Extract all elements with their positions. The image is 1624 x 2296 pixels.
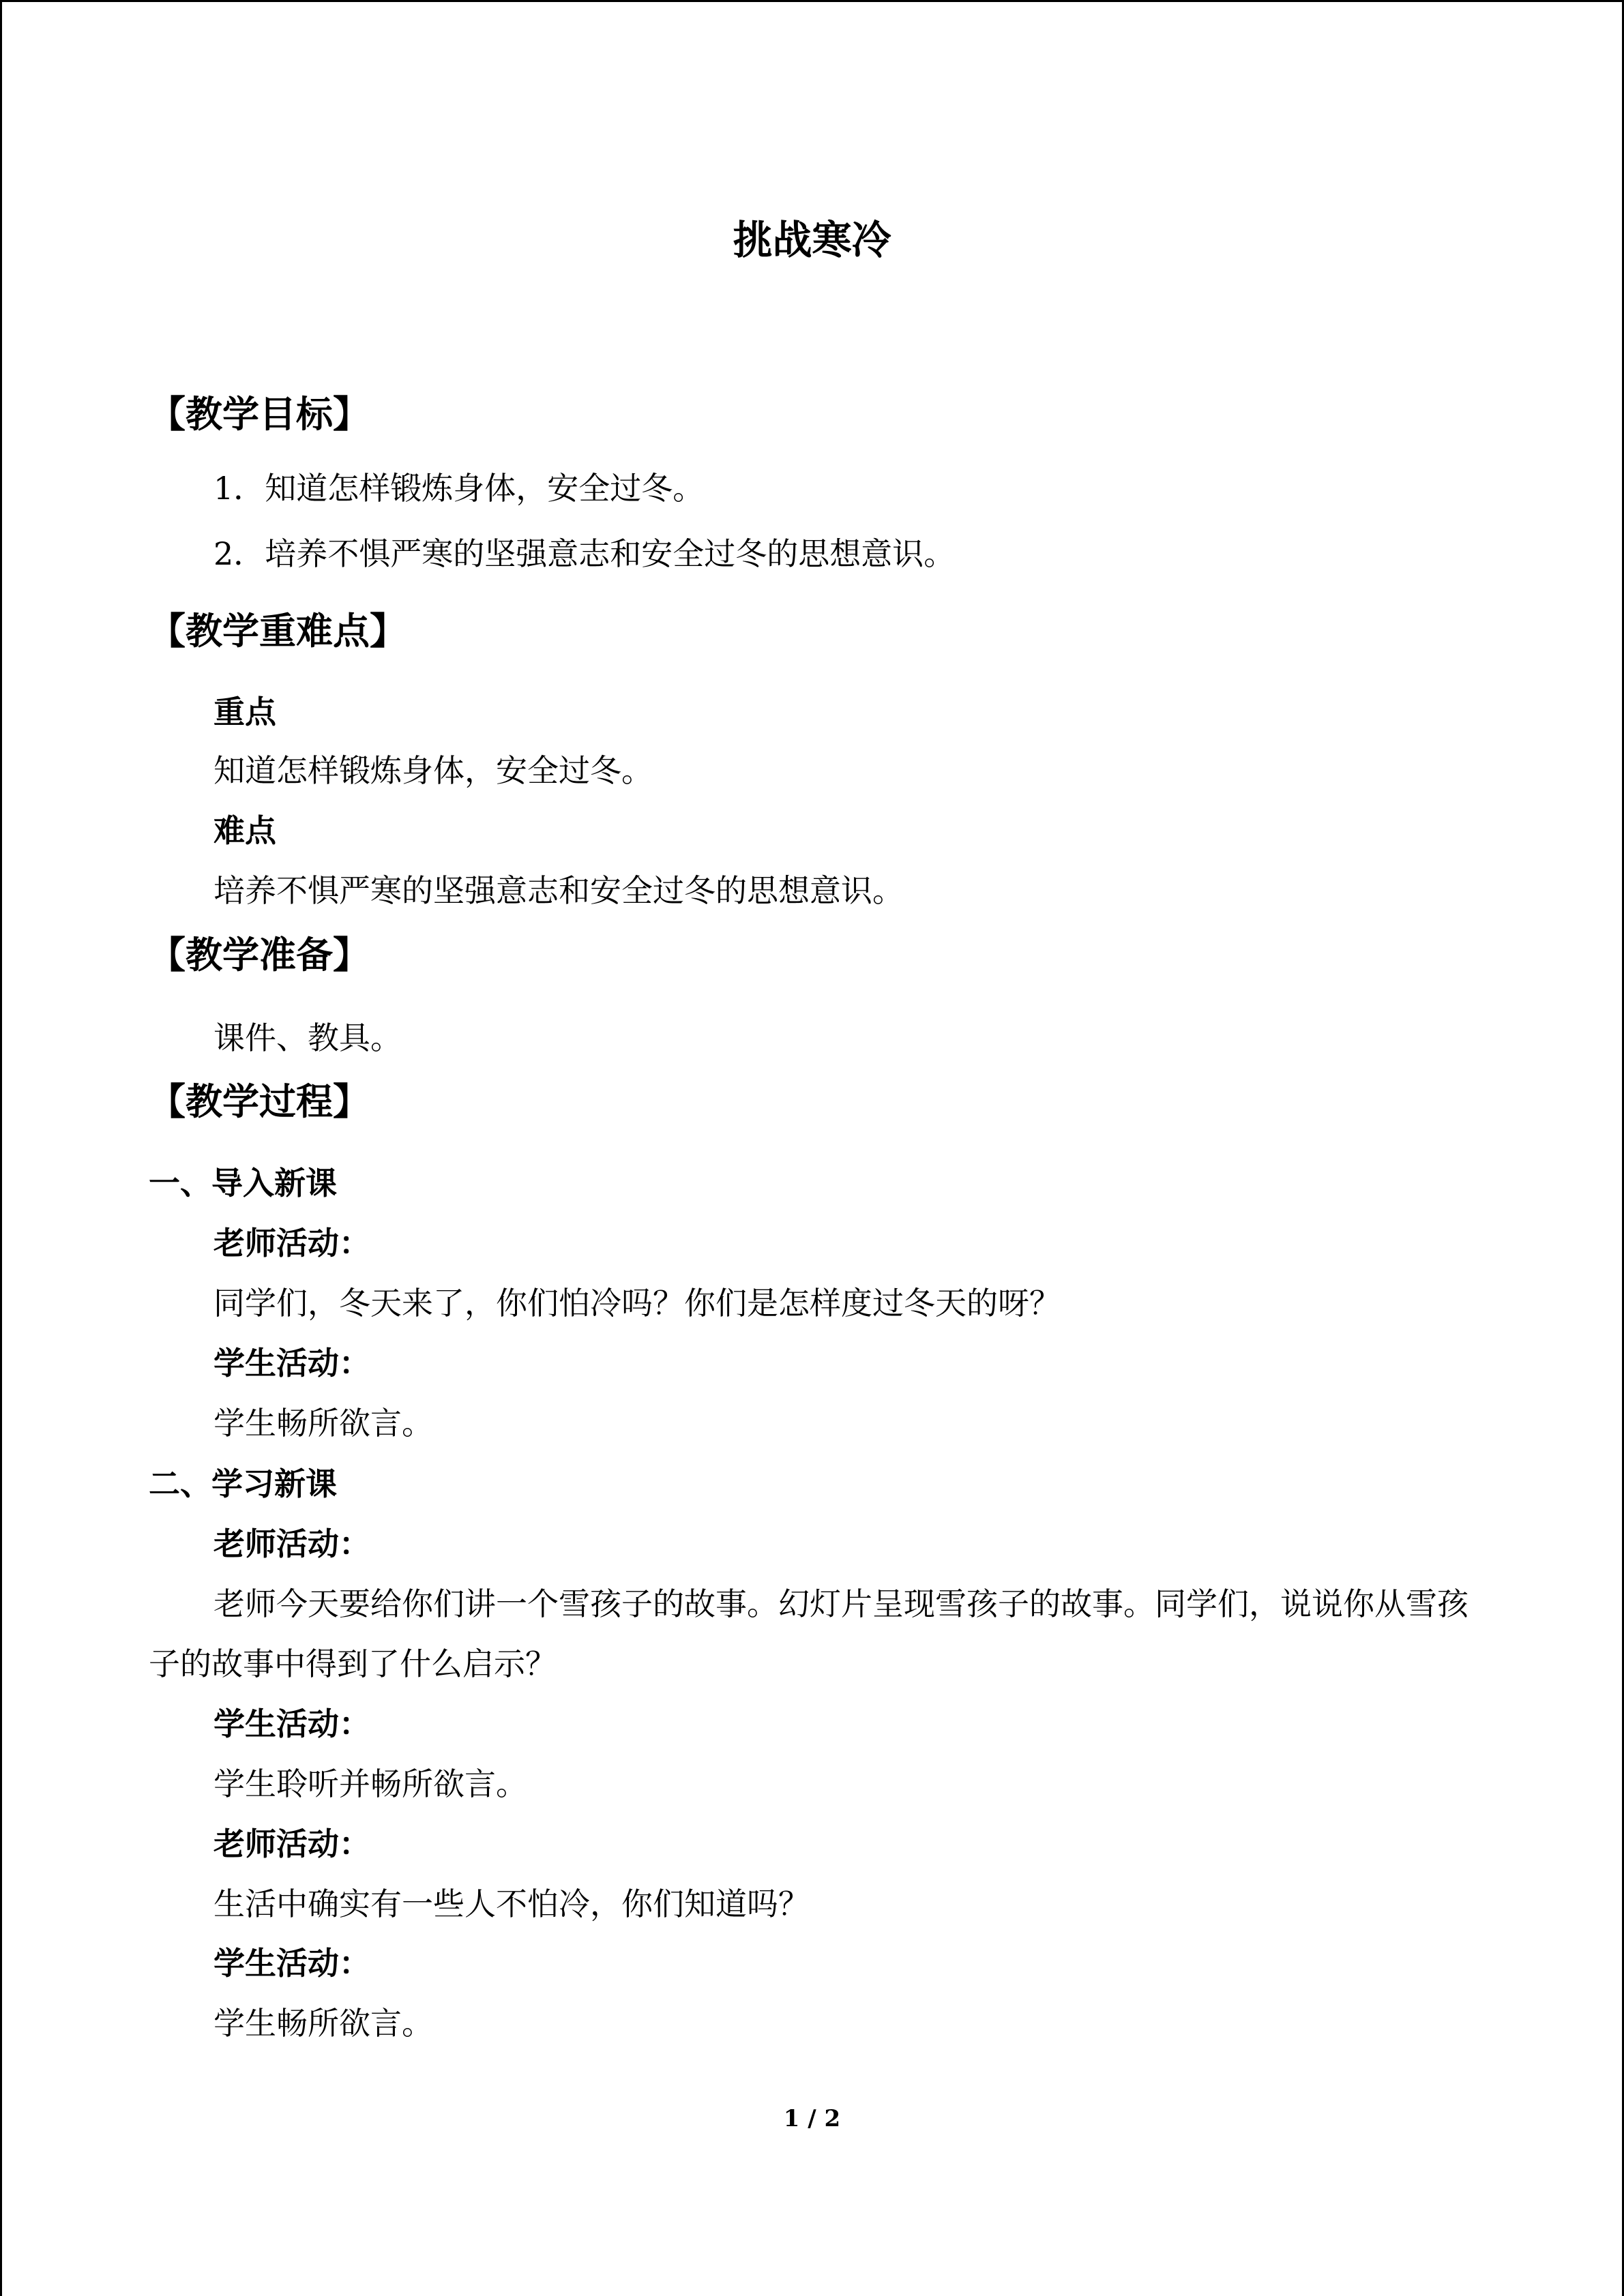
document-title: 挑战寒冷 — [733, 217, 891, 263]
heading-objectives: 【教学目标】 — [149, 392, 370, 436]
difficulty-label: 难点 — [213, 812, 276, 849]
part2-teacher-label-1: 老师活动： — [213, 1525, 370, 1562]
part2-teacher-text-1: 老师今天要给你们讲一个雪孩子的故事。幻灯片呈现雪孩子的故事。同学们，说说你从雪孩子的故事中得到了什么启示？ — [149, 1585, 1468, 1682]
part1-teacher-label: 老师活动： — [213, 1225, 370, 1262]
heading-key-points: 【教学重难点】 — [149, 609, 407, 653]
objective-item-1: 1．知道怎样锻炼身体，安全过冬。 — [213, 470, 705, 507]
part2-student-text-1: 学生聆听并畅所欲言。 — [213, 1765, 527, 1802]
part1-student-text: 学生畅所欲言。 — [213, 1405, 433, 1442]
part2-student-label-1: 学生活动： — [213, 1705, 370, 1742]
heading-preparation: 【教学准备】 — [149, 933, 370, 976]
part2-student-text-2: 学生畅所欲言。 — [213, 2005, 433, 2042]
part1-title: 一、导入新课 — [149, 1165, 337, 1202]
key-point-text: 知道怎样锻炼身体，安全过冬。 — [213, 752, 653, 789]
part2-teacher-text-2: 生活中确实有一些人不怕冷，你们知道吗？ — [213, 1885, 810, 1922]
page-number: 1 / 2 — [783, 2105, 841, 2132]
part1-teacher-text: 同学们，冬天来了，你们怕冷吗？你们是怎样度过冬天的呀？ — [213, 1285, 1061, 1322]
objective-item-2: 2．培养不惧严寒的坚强意志和安全过冬的思想意识。 — [213, 535, 956, 572]
part2-student-label-2: 学生活动： — [213, 1945, 370, 1982]
part2-teacher-label-2: 老师活动： — [213, 1825, 370, 1862]
difficulty-text: 培养不惧严寒的坚强意志和安全过冬的思想意识。 — [213, 872, 904, 909]
preparation-text: 课件、教具。 — [213, 1019, 402, 1056]
key-point-label: 重点 — [213, 694, 276, 730]
part2-title: 二、学习新课 — [149, 1465, 337, 1502]
heading-process: 【教学过程】 — [149, 1079, 370, 1123]
part1-student-label: 学生活动： — [213, 1345, 370, 1382]
